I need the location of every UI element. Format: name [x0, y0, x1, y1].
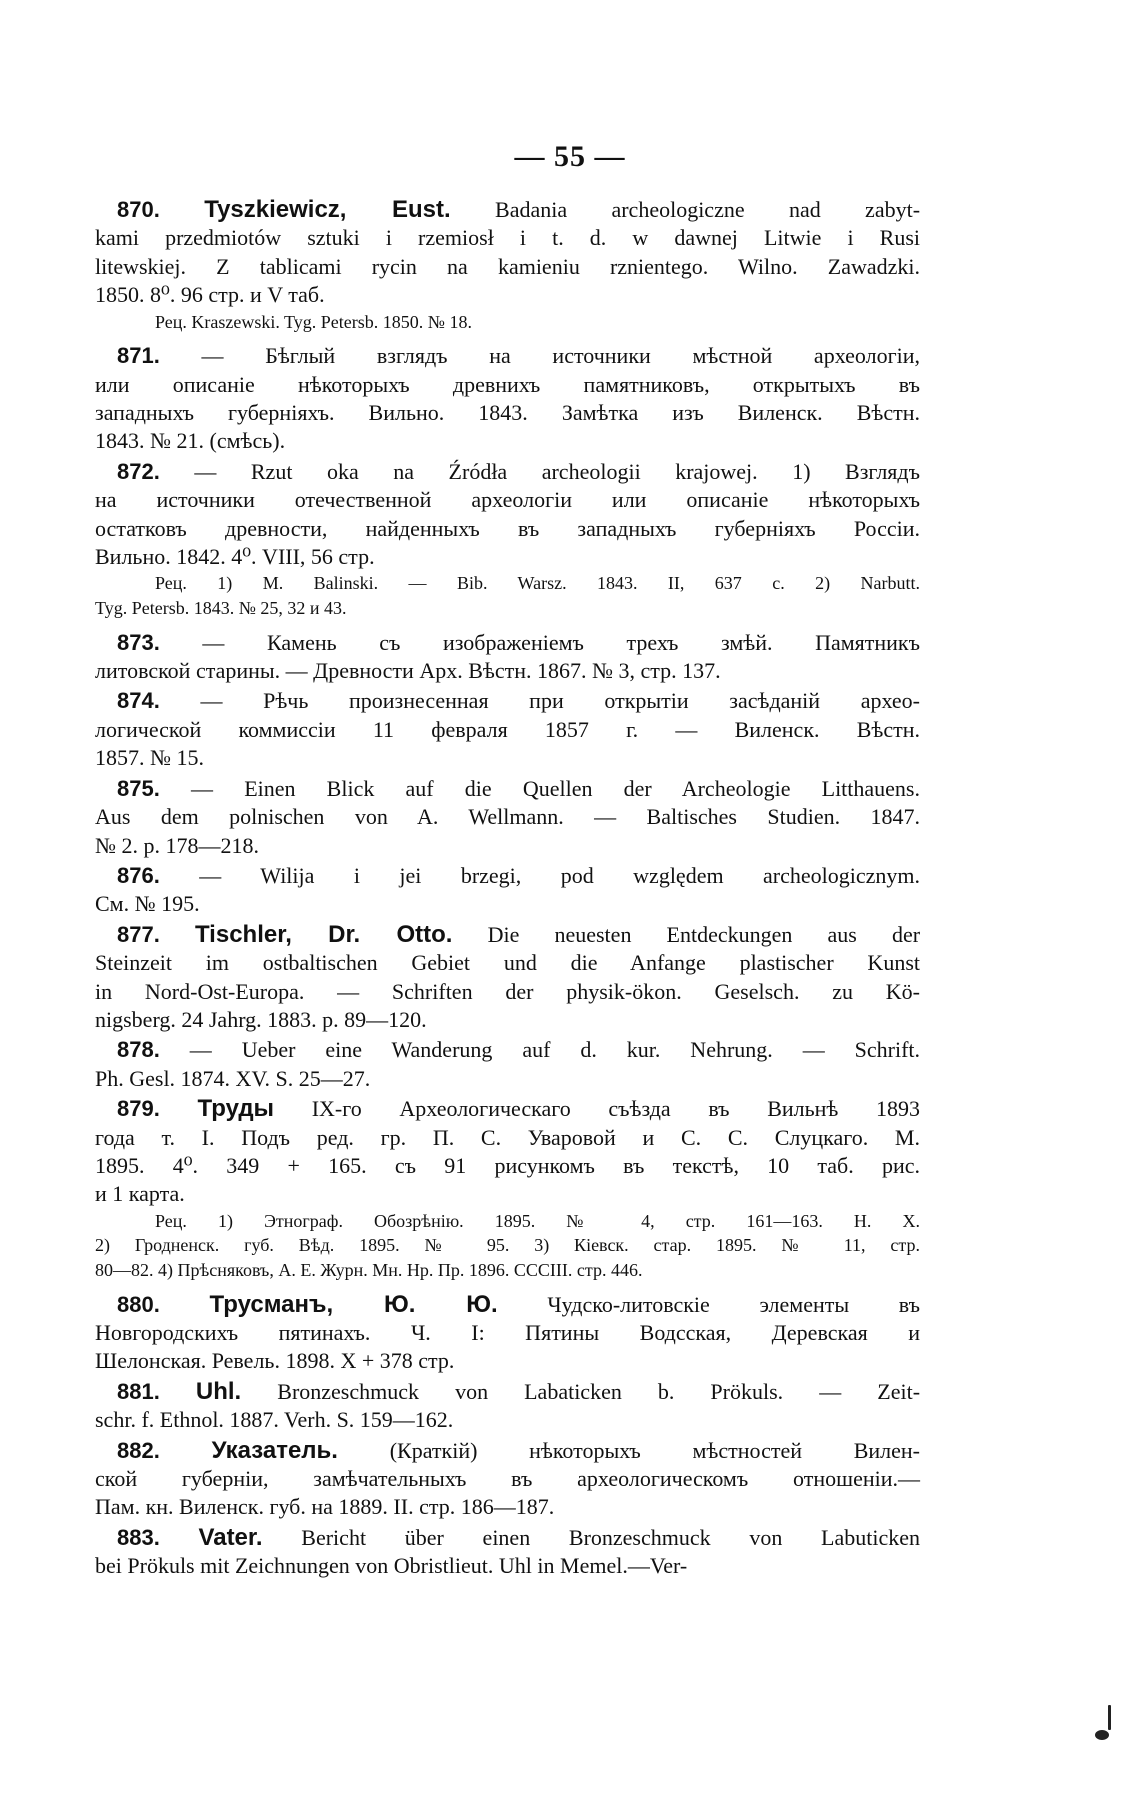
entry-number: 880.	[117, 1291, 160, 1317]
entry-title-text: — Rzut oka na Źródła archeologii krajowej. 1) Взглядъ	[194, 458, 920, 484]
print-speck	[1095, 1730, 1109, 1740]
bibliography-entry	[95, 458, 920, 627]
entry-author: Tyszkiewicz, Eust.	[204, 196, 451, 223]
entry-author: Uhl.	[195, 1377, 242, 1405]
bibliography-entry	[95, 1036, 920, 1093]
entry-line: 1857. № 15.	[95, 745, 204, 771]
entry-author: Трусманъ, Ю. Ю.	[209, 1290, 498, 1318]
entry-author: Указатель.	[211, 1436, 338, 1464]
entry-title-text: IX-го Археологическаго съѣзда въ Вильнѣ 1893	[311, 1096, 921, 1122]
entry-number: 881.	[117, 1378, 160, 1404]
entry-first-line	[95, 775, 920, 803]
entry-line: bei Prökuls mit Zeichnungen von Obristlieut. Uhl in Memel.—Ver-	[95, 1553, 688, 1579]
review-line: 2) Гродненск. губ. Вѣд. 1895. № 95. 3) Кіевск. стар. 1895. № 11, стр.	[95, 1235, 920, 1256]
entry-number: 877.	[117, 921, 160, 947]
entry-title-text: Чудско-литовскіе элементы въ	[547, 1291, 921, 1317]
entry-line: 1895. 4⁰. 349 + 165. съ 91 рисункомъ въ текстѣ, 10 таб. рис.	[95, 1152, 920, 1178]
entry-line: Aus dem polnischen von A. Wellmann. — Baltisches Studien. 1847.	[95, 804, 920, 830]
bibliography-entry	[95, 1378, 920, 1435]
print-speck	[1108, 1705, 1111, 1730]
entry-first-line	[95, 196, 920, 224]
bibliography-entry	[95, 629, 920, 686]
entry-title-text: — Рѣчь произнесенная при открытіи засѣданій архео-	[200, 688, 921, 714]
entry-line: или описаніе нѣкоторыхъ древнихъ памятниковъ, открытыхъ въ	[95, 371, 920, 397]
entry-first-line	[95, 1291, 920, 1319]
entry-line: litewskiej. Z tablicami rycin na kamieniu rznientego. Wilno. Zawadzki.	[95, 253, 920, 279]
entry-number: 871.	[117, 343, 160, 369]
entry-first-line	[95, 687, 920, 715]
bibliography-entry	[95, 342, 920, 456]
page-number: — 55 —	[514, 140, 626, 173]
entry-line: Steinzeit im ostbaltischen Gebiet und die Anfange plastischer Kunst	[95, 950, 920, 976]
entry-number: 879.	[117, 1096, 160, 1122]
bibliography-entry	[95, 921, 920, 1035]
review-line: Рец. 1) Этнограф. Обозрѣнію. 1895. № 4, стр. 161—163. Н. Х.	[155, 1210, 920, 1231]
entry-first-line	[95, 1036, 920, 1064]
entry-line: и 1 карта.	[95, 1181, 185, 1207]
entry-line: nigsberg. 24 Jahrg. 1883. p. 89—120.	[95, 1006, 427, 1032]
bibliography-entry	[95, 775, 920, 860]
entry-first-line	[95, 1095, 920, 1123]
review-line: Рец. Kraszewski. Tyg. Petersb. 1850. № 18.	[155, 311, 472, 332]
entry-first-line	[95, 1524, 920, 1552]
entry-first-line	[95, 1378, 920, 1406]
entry-line: остатковъ древности, найденныхъ въ западныхъ губерніяхъ Россіи.	[95, 515, 920, 541]
review-line: Tyg. Petersb. 1843. № 25, 32 и 43.	[95, 598, 347, 619]
spacer	[95, 621, 920, 627]
entry-first-line	[95, 342, 920, 370]
entry-title-text: Bericht über einen Bronzeschmuck von Labuticken	[301, 1524, 920, 1550]
spacer	[95, 1283, 920, 1289]
bibliography-entry	[95, 687, 920, 772]
entry-number: 875.	[117, 775, 160, 801]
review-line: Рец. 1) M. Balinski. — Bib. Warsz. 1843. II, 637 c. 2) Narbutt.	[155, 573, 920, 594]
entry-number: 876.	[117, 862, 160, 888]
bibliography-entry	[95, 1095, 920, 1288]
bibliography-entry	[95, 1437, 920, 1522]
entry-first-line	[95, 1437, 920, 1465]
entry-line: на источники отечественной археологіи или описаніе нѣкоторыхъ	[95, 487, 920, 513]
entry-line: in Nord-Ost-Europa. — Schriften der physik-ökon. Geselsch. zu Kö-	[95, 978, 920, 1004]
entry-title-text: Badania archeologiczne nad zabyt-	[495, 197, 921, 222]
bibliography-list	[95, 196, 920, 1583]
entry-line: Пам. кн. Виленск. губ. на 1889. II. стр. 186—187.	[95, 1494, 555, 1520]
entry-line: логической коммиссіи 11 февраля 1857 г. — Виленск. Вѣстн.	[95, 716, 920, 742]
review-note	[95, 310, 920, 335]
entry-title-text: — Камень съ изображеніемъ трехъ змѣй. Памятникъ	[202, 629, 920, 655]
entry-author: Tischler, Dr. Otto.	[194, 920, 453, 948]
entry-number: 873.	[117, 629, 160, 655]
bibliography-entry	[95, 862, 920, 919]
entry-line: ской губерніи, замѣчательныхъ въ археологическомъ отношеніи.—	[95, 1466, 920, 1491]
entry-line: 1850. 8⁰. 96 стр. и V таб.	[95, 282, 325, 308]
entry-number: 878.	[117, 1037, 160, 1063]
review-note	[95, 571, 920, 620]
entry-title-text: Bronzeschmuck von Labaticken b. Prökuls. — Zeit-	[277, 1378, 921, 1404]
entry-number: 882.	[117, 1437, 160, 1463]
entry-first-line	[95, 862, 920, 890]
entry-line: Вильно. 1842. 4⁰. VIII, 56 стр.	[95, 544, 375, 570]
entry-title-text: — Wilija i jei brzegi, pod względem archeologicznym.	[199, 862, 920, 888]
entry-line: западныхъ губерніяхъ. Вильно. 1843. Замѣтка изъ Виленск. Вѣстн.	[95, 400, 920, 426]
entry-line: 1843. № 21. (смѣсь).	[95, 428, 286, 454]
bibliography-entry	[95, 1524, 920, 1581]
entry-title-text: Die neuesten Entdeckungen aus der	[487, 921, 921, 947]
bibliography-entry	[95, 1291, 920, 1376]
entry-author: Vater.	[198, 1523, 263, 1551]
review-line: 80—82. 4) Прѣсняковъ, А. Е. Журн. Мн. Нр. Пр. 1896. CCCIII. стр. 446.	[95, 1259, 643, 1280]
entry-line: Шелонская. Ревель. 1898. X + 378 стр.	[95, 1348, 455, 1374]
entry-line: См. № 195.	[95, 891, 200, 917]
entry-number: 883.	[117, 1524, 160, 1550]
entry-line: Ph. Gesl. 1874. XV. S. 25—27.	[95, 1065, 371, 1091]
review-note	[95, 1209, 920, 1283]
bibliography-entry	[95, 196, 920, 340]
entry-line: № 2. p. 178—218.	[95, 832, 259, 858]
entry-number: 872.	[117, 458, 160, 484]
entry-first-line	[95, 921, 920, 949]
entry-number: 874.	[117, 688, 160, 714]
entry-line: литовской старины. — Древности Арх. Вѣстн. 1867. № 3, стр. 137.	[95, 658, 721, 684]
entry-number: 870.	[117, 197, 160, 222]
entry-title-text: — Бѣглый взглядъ на источники мѣстной археологіи,	[201, 343, 921, 369]
entry-line: schr. f. Ethnol. 1887. Verh. S. 159—162.	[95, 1407, 454, 1433]
entry-title-text: — Einen Blick auf die Quellen der Archeologie Litthauens.	[191, 775, 920, 801]
entry-title-text: — Ueber eine Wanderung auf d. kur. Nehrung. — Schrift.	[189, 1037, 921, 1063]
entry-title-text: (Краткій) нѣкоторыхъ мѣстностей Вилен-	[389, 1437, 921, 1463]
entry-line: kami przedmiotów sztuki i rzemiosł i t. d. w dawnej Litwie i Rusi	[95, 225, 920, 251]
entry-line: года т. I. Подъ ред. гр. П. С. Уваровой и С. С. Слуцкаго. М.	[95, 1124, 920, 1150]
spacer	[95, 334, 920, 340]
entry-first-line	[95, 629, 920, 657]
entry-author: Труды	[197, 1095, 275, 1123]
entry-line: Новгородскихъ пятинахъ. Ч. I: Пятины Водсская, Деревская и	[95, 1319, 920, 1345]
entry-first-line	[95, 458, 920, 486]
